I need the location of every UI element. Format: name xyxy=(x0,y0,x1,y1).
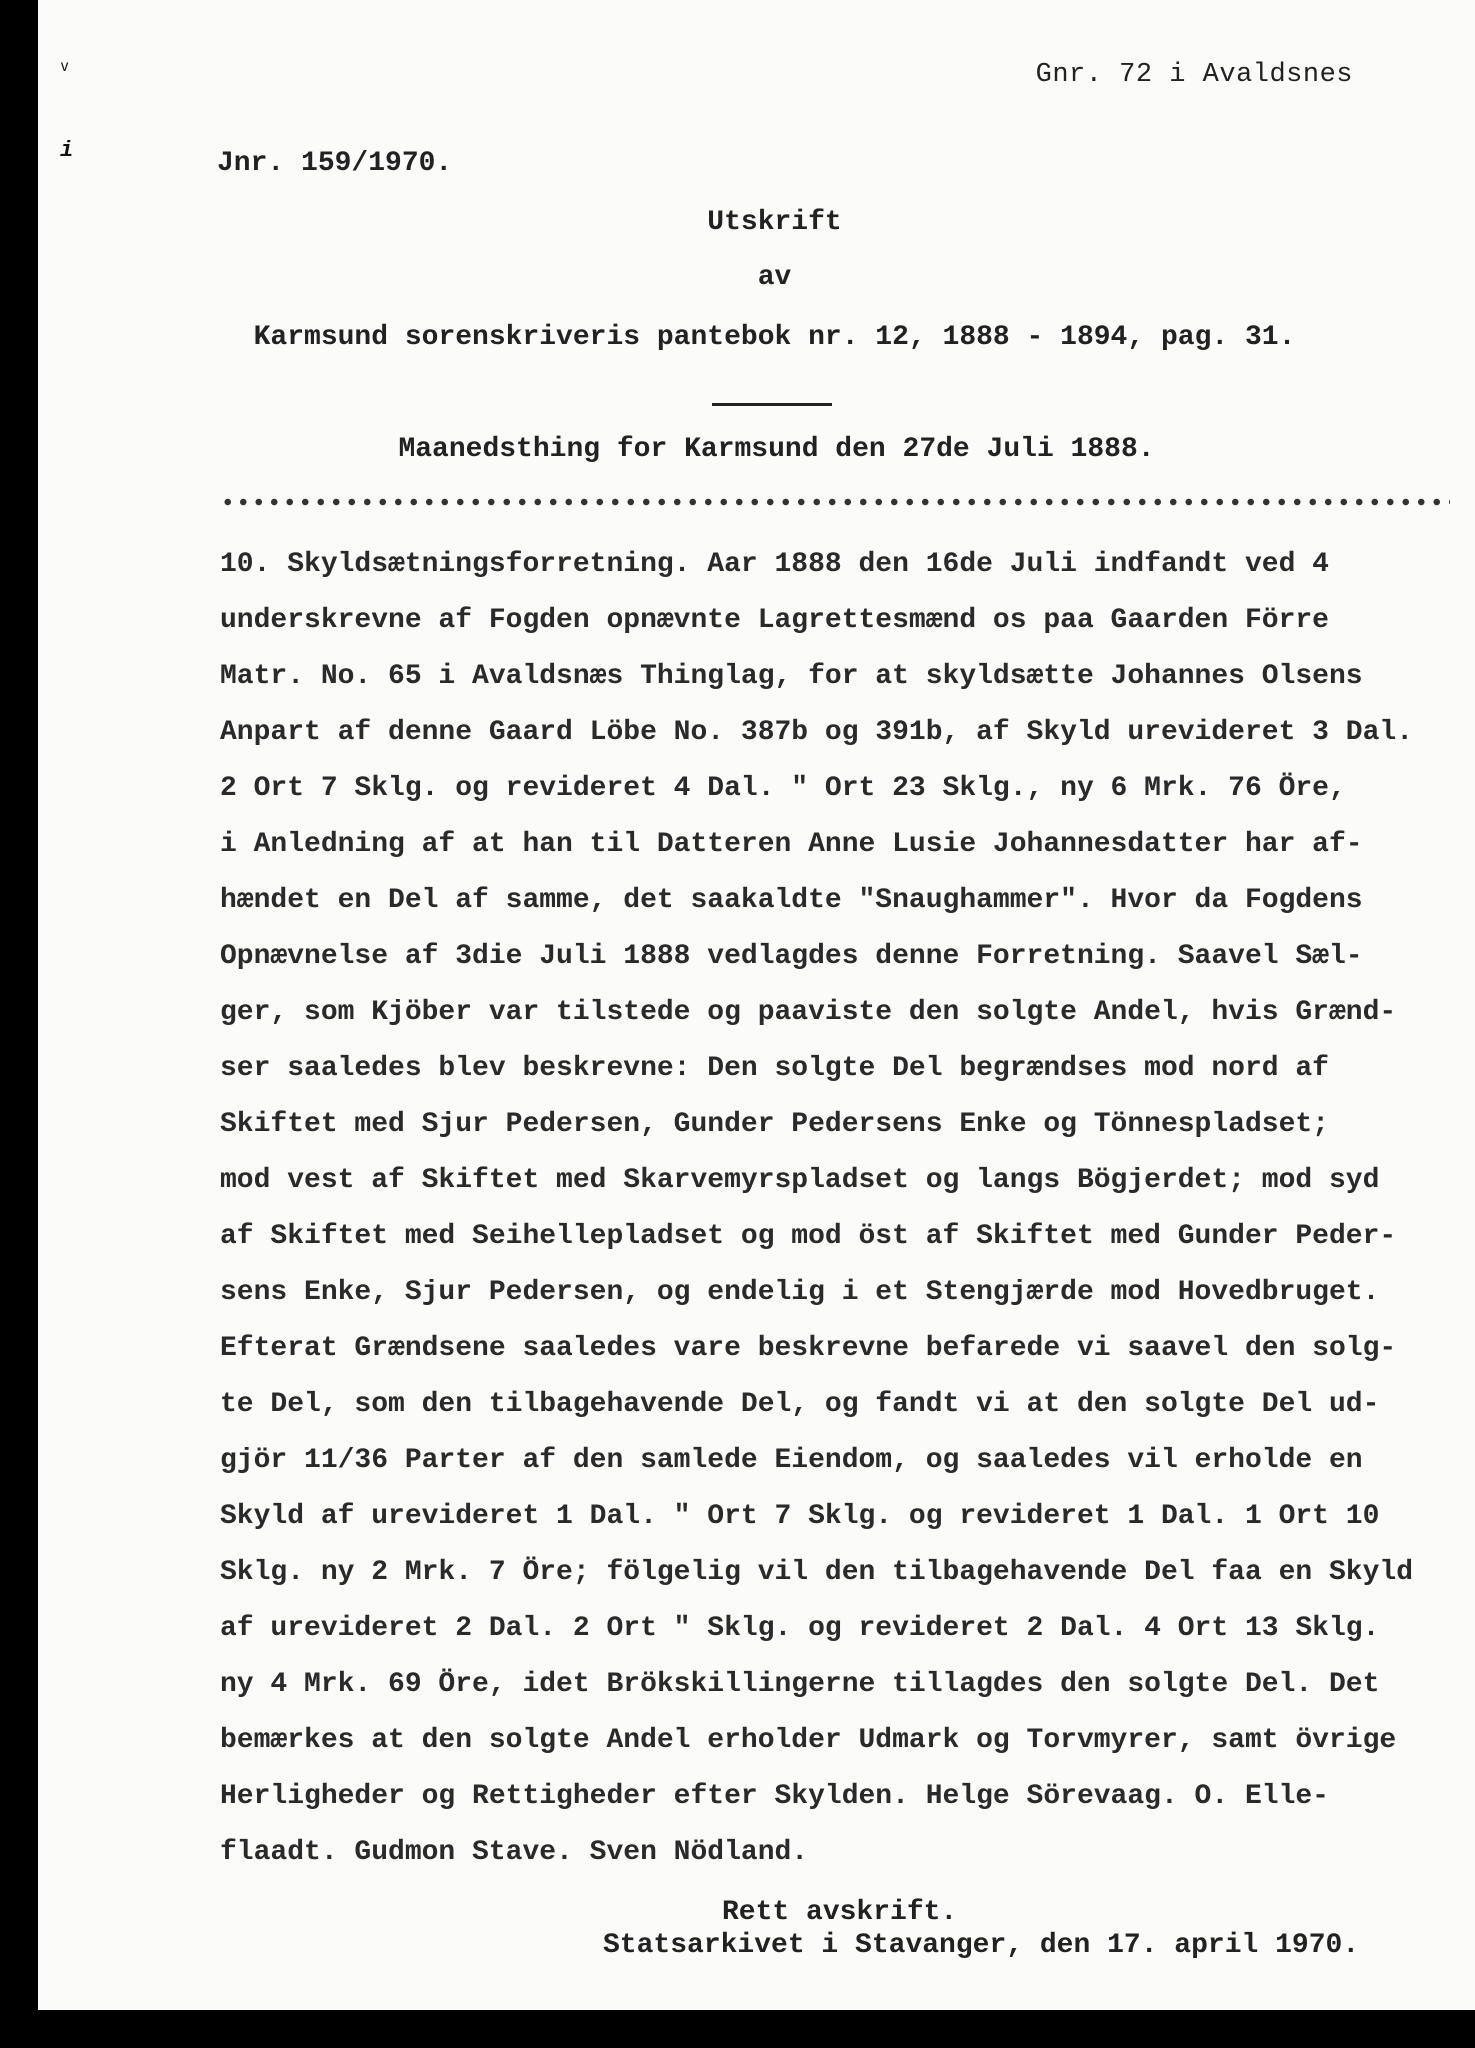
body-line: 10. Skyldsætningsforretning. Aar 1888 den 16de Juli indfandt ved 4 xyxy=(220,549,1329,580)
body-text xyxy=(220,537,1460,1881)
body-line: te Del, som den tilbagehavende Del, og fandt vi at den solgte Del ud- xyxy=(220,1389,1380,1420)
body-line: Skiftet med Sjur Pedersen, Gunder Pedersens Enke og Tönnespladset; xyxy=(220,1109,1329,1140)
body-line: hændet en Del af samme, det saakaldte "Snaughammer". Hvor da Fogdens xyxy=(220,885,1363,916)
body-line: Sklg. ny 2 Mrk. 7 Öre; fölgelig vil den tilbagehavende Del faa en Skyld xyxy=(220,1557,1413,1588)
margin-mark-middle: i xyxy=(60,138,74,163)
session-heading: Maanedsthing for Karmsund den 27de Juli 1888. xyxy=(398,434,1155,465)
body-line: bemærkes at den solgte Andel erholder Udmark og Torvmyrer, samt övrige xyxy=(220,1725,1397,1756)
body-line: flaadt. Gudmon Stave. Sven Nödland. xyxy=(220,1837,809,1868)
title-divider xyxy=(712,403,832,406)
document-sheet xyxy=(38,0,1475,2010)
place-date-line: Statsarkivet i Stavanger, den 17. april 1970. xyxy=(603,1930,1360,1961)
body-line: Anpart af denne Gaard Löbe No. 387b og 391b, af Skyld urevideret 3 Dal. xyxy=(220,717,1413,748)
body-line: underskrevne af Fogden opnævnte Lagrettesmænd os paa Gaarden Förre xyxy=(220,605,1329,636)
body-line: sens Enke, Sjur Pedersen, og endelig i et Stengjærde mod Hovedbruget. xyxy=(220,1277,1380,1308)
margin-mark-top: ᵛ xyxy=(58,58,72,83)
property-reference: Gnr. 72 i Avaldsnes xyxy=(1035,60,1353,90)
body-line: Opnævnelse af 3die Juli 1888 vedlagdes denne Forretning. Saavel Sæl- xyxy=(220,941,1363,972)
body-line: Efterat Grændsene saaledes vare beskrevne befarede vi saavel den solg- xyxy=(220,1333,1397,1364)
document-source: Karmsund sorenskriveris pantebok nr. 12, 1888 - 1894, pag. 31. xyxy=(253,322,1296,353)
body-line: Herligheder og Rettigheder efter Skylden. Helge Sörevaag. O. Elle- xyxy=(220,1781,1329,1812)
body-line: ny 4 Mrk. 69 Öre, idet Brökskillingerne tillagdes den solgte Del. Det xyxy=(220,1669,1380,1700)
body-line: i Anledning af at han til Datteren Anne Lusie Johannesdatter har af- xyxy=(220,829,1363,860)
body-line: ger, som Kjöber var tilstede og paaviste den solgte Andel, hvis Grænd- xyxy=(220,997,1397,1028)
document-title-av: av xyxy=(757,262,792,293)
body-line: Skyld af urevideret 1 Dal. " Ort 7 Sklg. og revideret 1 Dal. 1 Ort 10 xyxy=(220,1501,1380,1532)
attestation: Rett avskrift. xyxy=(722,1897,958,1928)
body-line: 2 Ort 7 Sklg. og revideret 4 Dal. " Ort 23 Sklg., ny 6 Mrk. 76 Öre, xyxy=(220,773,1346,804)
body-line: ser saaledes blev beskrevne: Den solgte Del begrændses mod nord af xyxy=(220,1053,1329,1084)
body-line: af Skiftet med Seihellepladset og mod öst af Skiftet med Gunder Peder- xyxy=(220,1221,1397,1252)
body-line: Matr. No. 65 i Avaldsnæs Thinglag, for at skyldsætte Johannes Olsens xyxy=(220,661,1363,692)
body-line: af urevideret 2 Dal. 2 Ort " Sklg. og revideret 2 Dal. 4 Ort 13 Sklg. xyxy=(220,1613,1380,1644)
body-line: gjör 11/36 Parter af den samlede Eiendom, og saaledes vil erholde en xyxy=(220,1445,1363,1476)
document-title: Utskrift xyxy=(707,207,842,238)
dotted-separator xyxy=(220,496,1450,508)
body-line: mod vest af Skiftet med Skarvemyrspladset og langs Bögjerdet; mod syd xyxy=(220,1165,1380,1196)
journal-number: Jnr. 159/1970. xyxy=(217,148,453,179)
